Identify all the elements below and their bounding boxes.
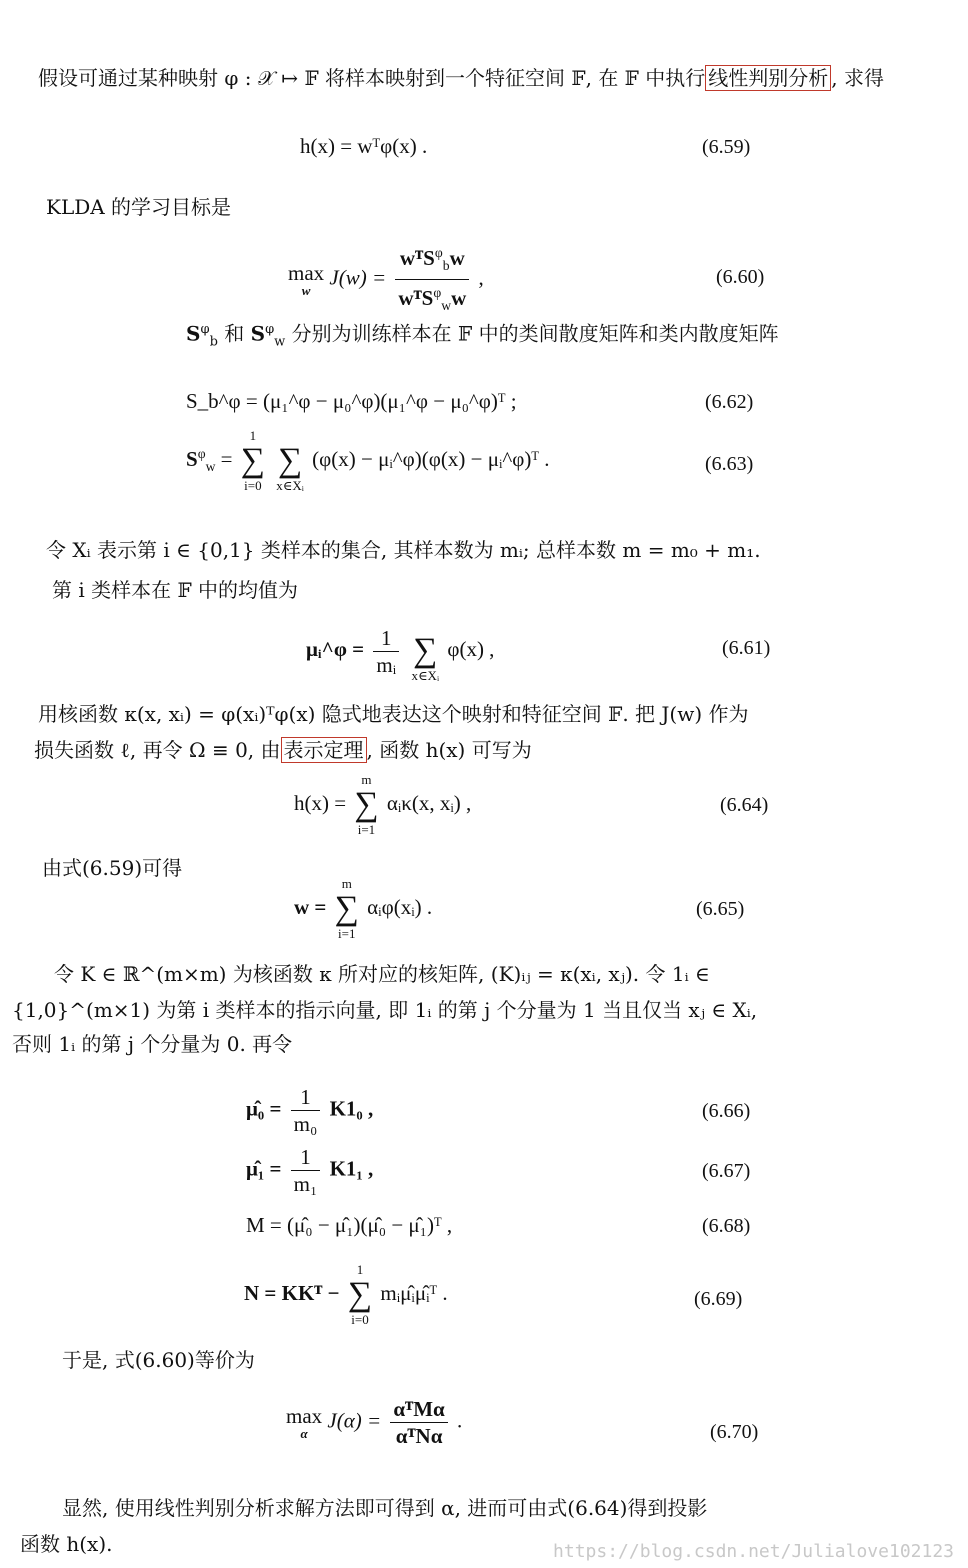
sigma-glyph-2: ∑ (277, 442, 303, 479)
fraction (291, 1084, 321, 1137)
lda-link[interactable]: 线性判别分析 (705, 65, 831, 91)
den-a: wᵀS (398, 286, 434, 311)
sum-bottom: i=0 (244, 478, 262, 493)
sb-sup: φ (200, 322, 210, 337)
equivalent-text: 于是, 式(6.60)等价为 (62, 1348, 255, 1372)
num-a: wᵀS (399, 246, 435, 270)
equation-6-60 (288, 240, 484, 319)
sum-bottom: i=1 (357, 822, 376, 837)
equation-6-64 (294, 772, 471, 838)
denominator (395, 280, 469, 319)
eq-number-6-66: (6.66) (702, 1100, 751, 1122)
num-sub: b (442, 258, 450, 274)
sum-operator (411, 618, 439, 684)
sigma-glyph: ∑ (354, 786, 379, 823)
klda-goal-text: KLDA 的学习目标是 (46, 195, 232, 219)
numerator: 1 (291, 1084, 321, 1111)
den-sub: w (441, 298, 452, 314)
sum-operator-outer (241, 428, 265, 494)
objective-lhs: J(w) = (329, 265, 387, 290)
sb-sub: b (209, 334, 218, 350)
sum-operator (335, 876, 359, 942)
kernel-text-line1: 用核函数 κ(x, xᵢ) = φ(xᵢ)ᵀφ(x) 隐式地表达这个映射和特征空间 𝔽. 把 J(w) 作为 (38, 702, 749, 726)
sum-body: φ(x) , (447, 636, 495, 661)
sum-body: αᵢφ(xᵢ) . (367, 894, 433, 919)
eq-number-6-62: (6.62) (705, 391, 754, 413)
eq-number-6-61: (6.61) (722, 637, 771, 659)
sum-top: m (341, 876, 352, 891)
eq-number-6-68: (6.68) (702, 1215, 751, 1237)
denominator: αᵀNα (395, 1424, 443, 1448)
sum-operator-inner (276, 428, 304, 494)
sw-lhs-sup: φ (197, 445, 206, 461)
numerator: 1 (291, 1144, 321, 1171)
eq-number-6-65: (6.65) (696, 898, 745, 920)
equation-6-66 (246, 1084, 373, 1137)
sum-body: αᵢκ(x, xᵢ) , (386, 790, 472, 815)
scatter-matrix-description (186, 316, 779, 357)
h-lhs: h(x) = (294, 790, 347, 815)
kernel-matrix-line1: 令 K ∈ ℝ^(m×m) 为核函数 κ 所对应的核矩阵, (K)ᵢⱼ = κ(xᵢ, xⱼ). 令 1ᵢ ∈ (54, 962, 710, 986)
equation-6-68: M = (μ̂₀ − μ̂₁)(μ̂₀ − μ̂₁)ᵀ , (246, 1213, 453, 1237)
sum2-bottom: x∈Xᵢ (276, 478, 304, 493)
kernel-matrix-line3: 否则 1ᵢ 的第 j 个分量为 0. 再令 (12, 1032, 293, 1056)
eq-number-6-63: (6.63) (705, 453, 754, 475)
conclusion-line2: 函数 h(x). (20, 1532, 113, 1556)
num-sup: φ (434, 245, 443, 260)
sum-body: (φ(x) − μᵢ^φ)(φ(x) − μᵢ^φ)ᵀ . (312, 446, 550, 471)
equation-6-62: S_b^φ = (μ₁^φ − μ₀^φ)(μ₁^φ − μ₀^φ)ᵀ ; (186, 389, 517, 413)
equation-6-69 (244, 1262, 448, 1328)
equation-6-61 (306, 618, 494, 684)
sw-sup: φ (265, 322, 275, 337)
fraction (390, 1396, 447, 1449)
sum-body: mᵢμ̂ᵢμ̂ᵢᵀ . (380, 1280, 448, 1305)
eq-number-6-59: (6.59) (702, 136, 751, 158)
conclusion-line1: 显然, 使用线性判别分析求解方法即可得到 α, 进而可由式(6.64)得到投影 (62, 1496, 708, 1520)
eq-6-59-body: h(x) = wᵀφ(x) . (300, 134, 428, 158)
from-eq-text: 由式(6.59)可得 (42, 856, 183, 880)
watermark: https://blog.csdn.net/Julialove102123 (553, 1541, 954, 1562)
mu-lhs: μᵢ^φ = (306, 636, 365, 661)
equation-6-70 (286, 1396, 462, 1449)
eq-end: . (457, 1408, 463, 1433)
max-operator (288, 262, 324, 298)
sum-top: 1 (249, 428, 257, 443)
eq-number-6-60: (6.60) (716, 266, 765, 288)
numerator: αᵀMα (390, 1396, 447, 1423)
sum-top: 1 (356, 1262, 364, 1277)
sum-operator (354, 772, 378, 838)
and-word: 和 (217, 321, 251, 346)
denominator: m₁ (293, 1172, 318, 1196)
paragraph-intro (38, 64, 884, 92)
n-lhs: N = KKᵀ − (244, 1280, 340, 1305)
max-subscript: w (301, 282, 311, 298)
sum-operator (348, 1262, 372, 1328)
fraction (395, 240, 469, 319)
fraction (291, 1144, 321, 1197)
fraction (373, 625, 399, 678)
equation-6-67 (246, 1144, 373, 1197)
mu0-lhs: μ̂₀ = (246, 1096, 282, 1121)
sum-bottom: i=0 (351, 1312, 369, 1327)
sum-top: m (361, 772, 372, 787)
w-lhs: w = (294, 894, 327, 919)
sum-bottom: i=1 (338, 926, 356, 941)
sigma-glyph: ∑ (240, 442, 266, 479)
eq-number-6-70: (6.70) (710, 1421, 759, 1443)
sigma-glyph: ∑ (334, 890, 359, 927)
kernel-matrix-line2: {1,0}^(m×1) 为第 i 类样本的指示向量, 即 1ᵢ 的第 j 个分量为 1 当且仅当 xⱼ ∈ Xᵢ, (12, 998, 758, 1022)
numerator: 1 (373, 625, 399, 652)
sw-lhs-sub: w (205, 459, 216, 474)
eq-body: K1₀ , (329, 1096, 374, 1121)
num-end: w (449, 246, 465, 270)
max-word: max (288, 260, 325, 285)
intro-text: 假设可通过某种映射 φ : 𝒳 ↦ 𝔽 将样本映射到一个特征空间 𝔽, 在 𝔽 中执行 (38, 66, 706, 90)
eq-comma: , (478, 265, 484, 290)
sigma-glyph: ∑ (413, 632, 438, 669)
mu1-lhs: μ̂₁ = (246, 1156, 282, 1181)
class-set-text: 令 Xᵢ 表示第 i ∈ {0,1} 类样本的集合, 其样本数为 mᵢ; 总样本数 m = m₀ + m₁. (46, 538, 761, 562)
sw-sub: w (274, 334, 286, 350)
den-end: w (451, 286, 467, 311)
max-operator (286, 1405, 322, 1441)
kernel-text-line2 (34, 736, 532, 764)
intro-text-end: , 求得 (831, 66, 884, 90)
objective-lhs: J(α) = (327, 1408, 382, 1433)
equation-6-63 (186, 428, 549, 494)
line2-after: , 函数 h(x) 可写为 (366, 738, 532, 762)
class-mean-text: 第 i 类样本在 𝔽 中的均值为 (52, 578, 299, 602)
eq-body: K1₁ , (329, 1156, 374, 1181)
representer-theorem-link[interactable]: 表示定理 (281, 737, 367, 763)
desc-rest: 分别为训练样本在 𝔽 中的类间散度矩阵和类内散度矩阵 (285, 321, 779, 346)
eq-number-6-67: (6.67) (702, 1160, 751, 1182)
denominator: m₀ (293, 1112, 318, 1136)
line2-before: 损失函数 ℓ, 再令 Ω ≡ 0, 由 (34, 738, 281, 762)
denominator: mᵢ (376, 652, 397, 677)
sigma-glyph: ∑ (347, 1276, 373, 1313)
equation-6-59 (300, 131, 427, 161)
max-subscript: α (300, 1425, 308, 1441)
den-sup: φ (433, 285, 442, 301)
eq-number-6-64: (6.64) (720, 794, 769, 816)
max-word: max (286, 1403, 323, 1428)
eq-number-6-69: (6.69) (694, 1288, 743, 1310)
sb-symbol: S (186, 321, 201, 346)
equation-6-65 (294, 876, 432, 942)
equals: = (215, 446, 233, 471)
numerator (395, 240, 469, 280)
sum-bottom: x∈Xᵢ (411, 668, 440, 683)
sw-lhs: S (186, 446, 198, 471)
sw-symbol: S (250, 321, 266, 346)
